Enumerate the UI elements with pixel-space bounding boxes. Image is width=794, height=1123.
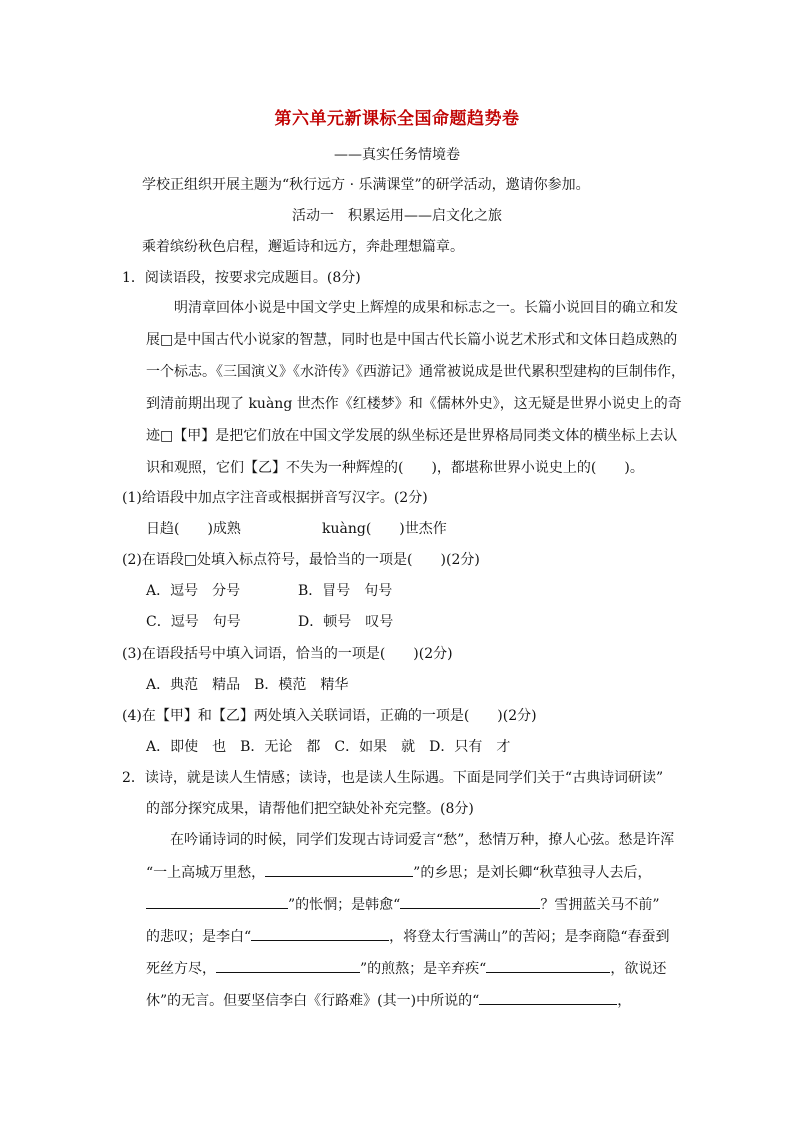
q2-text: ，欲说还 [610, 961, 667, 977]
activity1-heading: 活动一 积累运用——启文化之旅 [292, 208, 502, 224]
q1-sub3-options: A．典范 精品 B．模范 精华 [146, 677, 349, 693]
q1-sub2-option-b: B．冒号 句号 [298, 583, 393, 599]
q1-passage-line: 到清前期出现了 kuàng 世杰作《红楼梦》和《儒林外史》，这无疑是世界小说史上的奇 [146, 396, 682, 412]
answer-blank[interactable] [400, 894, 540, 909]
answer-blank[interactable] [479, 990, 617, 1005]
answer-blank[interactable] [486, 958, 610, 973]
q2-text: “一上高城万里愁， [146, 865, 266, 881]
exam-subtitle: ——真实任务情境卷 [334, 147, 460, 163]
q1-stem: 1．阅读语段，按要求完成题目。(8分) [122, 270, 361, 286]
q1-sub4-options: A．即使 也 B．无论 都 C．如果 就 D．只有 才 [146, 739, 511, 755]
q2-text: ”的怅惘；是韩愈“ [288, 897, 401, 913]
q2-text: 死丝方尽， [146, 961, 216, 977]
q2-passage-line [146, 894, 660, 915]
answer-blank[interactable] [216, 958, 360, 973]
intro-text: 学校正组织开展主题为“秋行远方 · 乐满课堂”的研学活动，邀请你参加。 [142, 177, 590, 193]
q2-text: 的悲叹；是李白“ [146, 929, 252, 945]
exam-title: 第六单元新课标全国命题趋势卷 [274, 109, 520, 129]
q1-sub1: (1)给语段中加点字注音或根据拼音写汉字。(2分) [122, 490, 428, 506]
q2-text: ，将登太行雪满山”的苦闷；是李商隐“春蚕到 [389, 929, 670, 945]
q2-passage-line [146, 926, 670, 947]
q1-sub3: (3)在语段括号中填入词语，恰当的一项是( )(2分) [122, 646, 453, 662]
q2-passage-line [146, 862, 652, 883]
q2-passage-line: 在吟诵诗词的时候，同学们发现古诗词爱言“愁”，愁情万种，撩人心弦。愁是许浑 [170, 832, 675, 848]
q1-sub2: (2)在语段□处填入标点符号，最恰当的一项是( )(2分) [122, 552, 480, 568]
q1-sub4: (4)在【甲】和【乙】两处填入关联词语，正确的一项是( )(2分) [122, 708, 537, 724]
q1-passage-line: 一个标志。《三国演义》《水浒传》《西游记》通常被说成是世代累积型建构的巨制伟作， [146, 364, 685, 380]
q2-text: ”的乡思；是刘长卿“秋草独寻人去后， [413, 865, 652, 881]
q2-text: ”的煎熬；是辛弃疾“ [360, 961, 487, 977]
q1-sub1-item-b: kuàng( )世杰作 [322, 521, 447, 537]
q1-sub2-option-a: A．逗号 分号 [146, 583, 241, 599]
q2-passage-line [146, 958, 666, 979]
answer-blank[interactable] [265, 862, 413, 877]
q2-text: ？雪拥蓝关马不前” [540, 897, 660, 913]
q1-passage-line: 展□是中国古代小说家的智慧，同时也是中国古代长篇小说艺术形式和文体日趋成熟的 [146, 332, 678, 348]
q1-sub1-item-a: 日趋( )成熟 [146, 521, 241, 537]
q1-passage-line: 迹□【甲】是把它们放在中国文学发展的纵坐标还是世界格局同类文体的横坐标上去认 [146, 428, 678, 444]
q2-text: 休”的无言。但要坚信李白《行路难》(其一)中所说的“ [146, 993, 480, 1009]
answer-blank[interactable] [251, 926, 389, 941]
q1-sub2-option-c: C．逗号 句号 [146, 614, 241, 630]
q2-stem-line: 2．读诗，就是读人生情感；读诗，也是读人生际遇。下面是同学们关于“古典诗词研读” [122, 770, 664, 786]
q1-passage-line: 识和观照，它们【乙】不失为一种辉煌的( )，都堪称世界小说史上的( )。 [146, 460, 644, 476]
q2-text: ， [617, 993, 632, 1009]
q1-sub2-option-d: D．顿号 叹号 [298, 614, 394, 630]
activity1-intro: 乘着缤纷秋色启程，邂逅诗和远方，奔赴理想篇章。 [142, 239, 464, 255]
q1-passage-line: 明清章回体小说是中国文学史上辉煌的成果和标志之一。长篇小说回目的确立和发 [174, 300, 678, 316]
answer-blank[interactable] [146, 894, 288, 909]
q2-passage-line [146, 990, 631, 1011]
q2-stem-line: 的部分探究成果，请帮他们把空缺处补充完整。(8分) [146, 801, 474, 817]
